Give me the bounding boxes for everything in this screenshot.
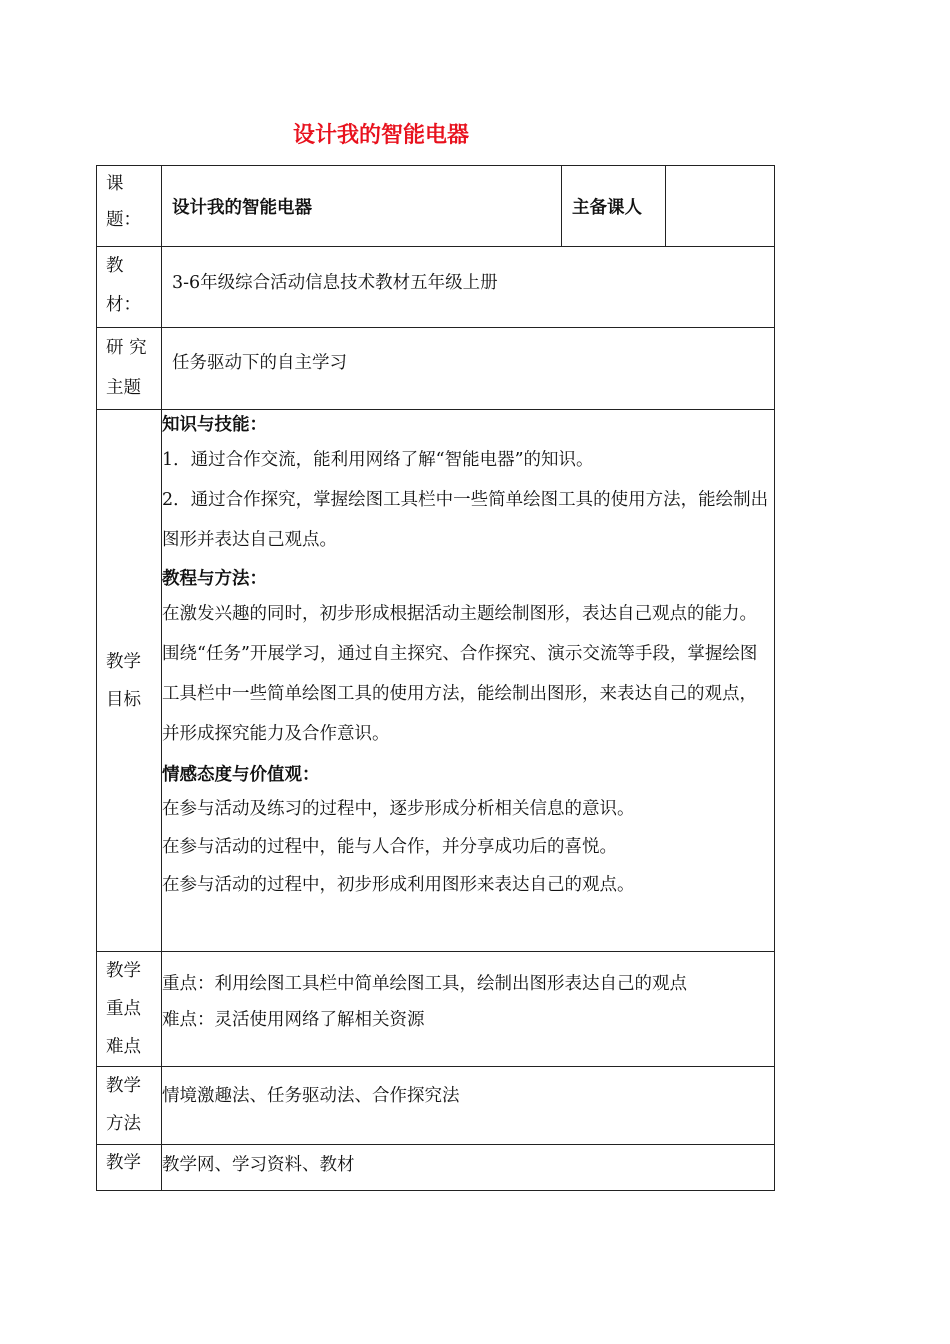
- goals-label-cell: [97, 410, 162, 952]
- method-row: [97, 1067, 775, 1145]
- topic-label-cell: [97, 166, 162, 247]
- material-row: [97, 247, 775, 328]
- research-row: [97, 328, 775, 410]
- goals-label-line2: 目标: [106, 689, 141, 710]
- goals-content: [162, 410, 775, 952]
- research-label: 研 究主题: [106, 338, 147, 398]
- emotion-item-3: 在参与活动的过程中，初步形成利用图形来表达自己的观点。: [162, 875, 635, 895]
- owner-label: 主备课人: [562, 166, 666, 247]
- key-points-content: [162, 952, 775, 1067]
- material-label: 教材：: [106, 256, 141, 315]
- method-item-2: 围绕“任务”开展学习，通过自主探究、合作探究、演示交流等手段，掌握绘图工具栏中一些简单绘图工具的使用方法，能绘制出图形，来表达自己的观点，并形成探究能力及合作意识。: [162, 644, 758, 744]
- material-value: 3-6年级综合活动信息技术教材五年级上册: [162, 247, 775, 328]
- goals-label-line1: 教学: [106, 651, 141, 672]
- emotion-heading: 情感态度与价值观：: [162, 765, 320, 785]
- document-title: 设计我的智能电器: [292, 123, 469, 148]
- topic-value: 设计我的智能电器: [162, 166, 562, 247]
- goals-row: [97, 410, 775, 952]
- owner-value: [666, 166, 775, 247]
- knowledge-heading: 知识与技能：: [162, 415, 267, 435]
- key-points-row: [97, 952, 775, 1067]
- knowledge-item-2: 2．通过合作探究，掌握绘图工具栏中一些简单绘图工具的使用方法，能绘制出图形并表达自己观点。: [162, 490, 769, 550]
- resources-label: 教学: [106, 1153, 141, 1173]
- lesson-plan-table: [96, 165, 775, 1191]
- knowledge-item-1: 1．通过合作交流，能利用网络了解“智能电器”的知识。: [162, 450, 594, 470]
- resources-value: 教学网、学习资料、教材: [162, 1145, 775, 1191]
- method-item-1: 在激发兴趣的同时，初步形成根据活动主题绘制图形，表达自己观点的能力。: [162, 604, 757, 624]
- method-heading: 教程与方法：: [162, 569, 267, 589]
- key-points-label: 教学重点难点: [106, 961, 141, 1057]
- research-value: 任务驱动下的自主学习: [162, 328, 775, 410]
- topic-label: 课题：: [106, 174, 141, 230]
- topic-row: [97, 166, 775, 247]
- difficulty: 难点：灵活使用网络了解相关资源: [162, 1010, 425, 1030]
- key-point: 重点：利用绘图工具栏中简单绘图工具，绘制出图形表达自己的观点: [162, 974, 687, 994]
- method-label: 教学方法: [106, 1076, 141, 1134]
- method-value: 情境激趣法、任务驱动法、合作探究法: [162, 1067, 775, 1145]
- emotion-item-1: 在参与活动及练习的过程中，逐步形成分析相关信息的意识。: [162, 799, 635, 819]
- resources-row: [97, 1145, 775, 1191]
- emotion-item-2: 在参与活动的过程中，能与人合作，并分享成功后的喜悦。: [162, 837, 617, 857]
